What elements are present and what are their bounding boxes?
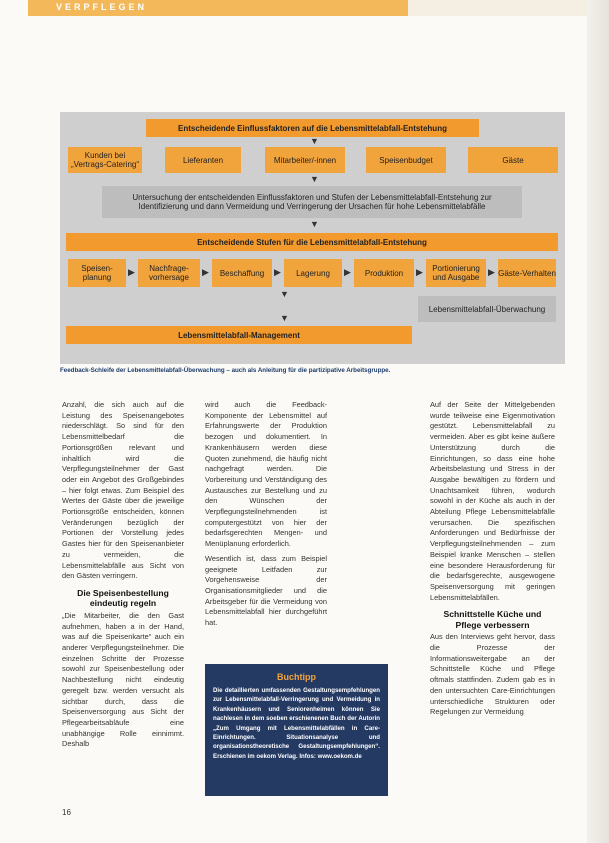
stage-box: Speisen-planung [68, 259, 126, 287]
paragraph: Wesentlich ist, dass zum Beispiel geeignete Leitfaden zur Vorgehensweise der Organisationsmitglieder und die Arbeitsgeber für die Vermeidung von Lebensmittelabfall hier durchgeführt hat. [205, 553, 327, 628]
stage-box: Gäste-Verhalten [498, 259, 556, 287]
arrow-right-icon: ▶ [202, 267, 209, 277]
arrow-right-icon: ▶ [344, 267, 351, 277]
arrow-right-icon: ▶ [274, 267, 281, 277]
header-bar-right [408, 0, 609, 16]
diagram-title-box: Entscheidende Einflussfaktoren auf die Lebensmittelabfall-Entstehung [146, 119, 479, 137]
stage-box: Nachfrage-vorhersage [138, 259, 200, 287]
stage-box: Produktion [354, 259, 414, 287]
arrow-down-icon: ▼ [310, 174, 319, 184]
book-tip-box [205, 664, 388, 796]
subheading: Schnittstelle Küche und Pflege verbessern [443, 609, 542, 630]
book-tip-title: Buchtipp [277, 672, 316, 682]
factor-box: Lieferanten [165, 147, 241, 173]
arrow-right-icon: ▶ [488, 267, 495, 277]
factor-box: Kunden bei „Vertrags-Catering“ [68, 147, 142, 173]
page-number: 16 [62, 808, 71, 817]
arrow-down-icon: ▼ [310, 136, 319, 146]
section-header-bar [28, 0, 408, 16]
paragraph: „Die Mitarbeiter, die den Gast aufnehmen, haben a in der Hand, was auf die Speisenkarte“ auch ein anderer Verpflegungsteilnehmer. Die einzelnen Schritte der Prozesse sowohl zur Speisenbestellung oder Nachbestellung nicht eindeutig geregelt bzw. werden versucht als sichtbar durch, dass die Speisenversorgung aus Sicht der Pflegearbeitsabläufe eine unabhängige Rolle einnimmt. Deshalb [62, 610, 184, 749]
diagram-figure [60, 112, 565, 364]
stage-box: Beschaffung [212, 259, 272, 287]
section-label: VERPFLEGEN [56, 2, 148, 12]
management-box: Lebensmittelabfall-Management [66, 326, 412, 344]
arrow-down-icon: ▼ [280, 313, 289, 323]
paragraph: Anzahl, die sich auch auf die Leistung des Speisenangebotes niederschlägt. So sind für den Lebensmittelbedarf die Portionsgrößen relevant und inhaltlich wird die Verpflegungsteilnehmer der Gast oder ein Angebot des Großgebindes – hier folgt etwas. Zum Beispiel des Wertes der Gäste über die jeweilige Portionsgröße entscheiden, können Veränderungen bezüglich der Portionen der Vorstellung jedes Gastes hier für den Speisenanbieter zu vermeiden, die Lebensmittelabfälle aus Sicht von den Gästen verringern. [62, 400, 184, 581]
stages-title-box: Entscheidende Stufen für die Lebensmittelabfall-Entstehung [66, 233, 558, 251]
monitoring-box: Lebensmittelabfall-Überwachung [418, 296, 556, 322]
subheading: Die Speisenbestellung eindeutig regeln [77, 587, 169, 609]
text-column-1 [62, 400, 184, 750]
paragraph: Aus den Interviews geht hervor, dass die Prozesse der Informationsweitergabe an der Schnittstelle Küche und Pflege oftmals stattfinden. Zudem gab es in den untersuchten Care-Einrichtungen unterschiedliche Strukturen oder Regelungen zur Vermeidung [430, 632, 555, 717]
factor-box: Mitarbeiter/-innen [265, 147, 345, 173]
stage-box: Portionierung und Ausgabe [426, 259, 486, 287]
factor-box: Gäste [468, 147, 558, 173]
arrow-right-icon: ▶ [416, 267, 423, 277]
stage-box: Lagerung [284, 259, 342, 287]
text-column-2 [205, 400, 327, 629]
investigation-box: Untersuchung der entscheidenden Einflussfaktoren und Stufen der Lebensmittelabfall-Entstehung zur Identifizierung und dann Vermeidung und Verringerung der Ursachen für hohe Lebensmittelabfälle [102, 186, 522, 218]
figure-caption: Feedback-Schleife der Lebensmittelabfall-Überwachung – auch als Anleitung für die partizipative Arbeitsgruppe. [60, 367, 391, 374]
arrow-down-icon: ▼ [280, 289, 289, 299]
paragraph: Auf der Seite der Mittelgebenden wurde teilweise eine Eigenmotivation gestützt. Lebensmittelabfall zu vermeiden. Aber es gibt keine äußere Unterstützung durch die Einrichtungen, so dass eine hohe Arbeitsbelastung und Stress in der Ausgabe bewältigen zu fördern und Unachtsamkeit führen, wodurch sowohl in der Küche als auch in der Abteilung Pflege Lebensmittelabfälle verursachen. Die spezifischen Anforderungen und Bedürfnisse der Verpflegungsteilnehmenden – zum Beispiel kranke Menschen – stellen eine besondere Herausforderung für die bedarfsgerechte, ausgewogene Speisenversorgung mit geringen Lebensmittelabfällen. [430, 400, 555, 602]
book-tip-text: Die detaillierten umfassenden Gestaltungsempfehlungen zur Lebensmittelabfall-Verringerung und Vermeidung in Krankenhäusern und Seniorenheimen können Sie nachlesen in dem soeben erschienenen Buch der Autorin „Zum Umgang mit Lebensmittelabfällen in Care-Einrichtungen. Situationsanalyse und organisationstheoretische Gestaltungsempfehlungen“. Erschienen im oekom Verlag. Infos: www.oekom.de [213, 687, 380, 760]
paragraph: wird auch die Feedback-Komponente der Lebensmittel auf Erfahrungswerte der Produktion bezogen und dokumentiert. In Krankenhäusern werden diese Quoten zunehmend, die häufig nicht nachgefragt werden. Die Vorbereitung und Verständigung des Austausches zur Bestellung und zu den Wünschen der Verpflegungsteilnehmenden ist computergestützt von hier der bedarfsgerechten Mengen- und Menüplanung erforderlich. [205, 400, 327, 549]
factor-box: Speisenbudget [366, 147, 446, 173]
page-gutter [587, 0, 609, 843]
arrow-down-icon: ▼ [310, 219, 319, 229]
arrow-right-icon: ▶ [128, 267, 135, 277]
text-column-3 [430, 400, 555, 718]
